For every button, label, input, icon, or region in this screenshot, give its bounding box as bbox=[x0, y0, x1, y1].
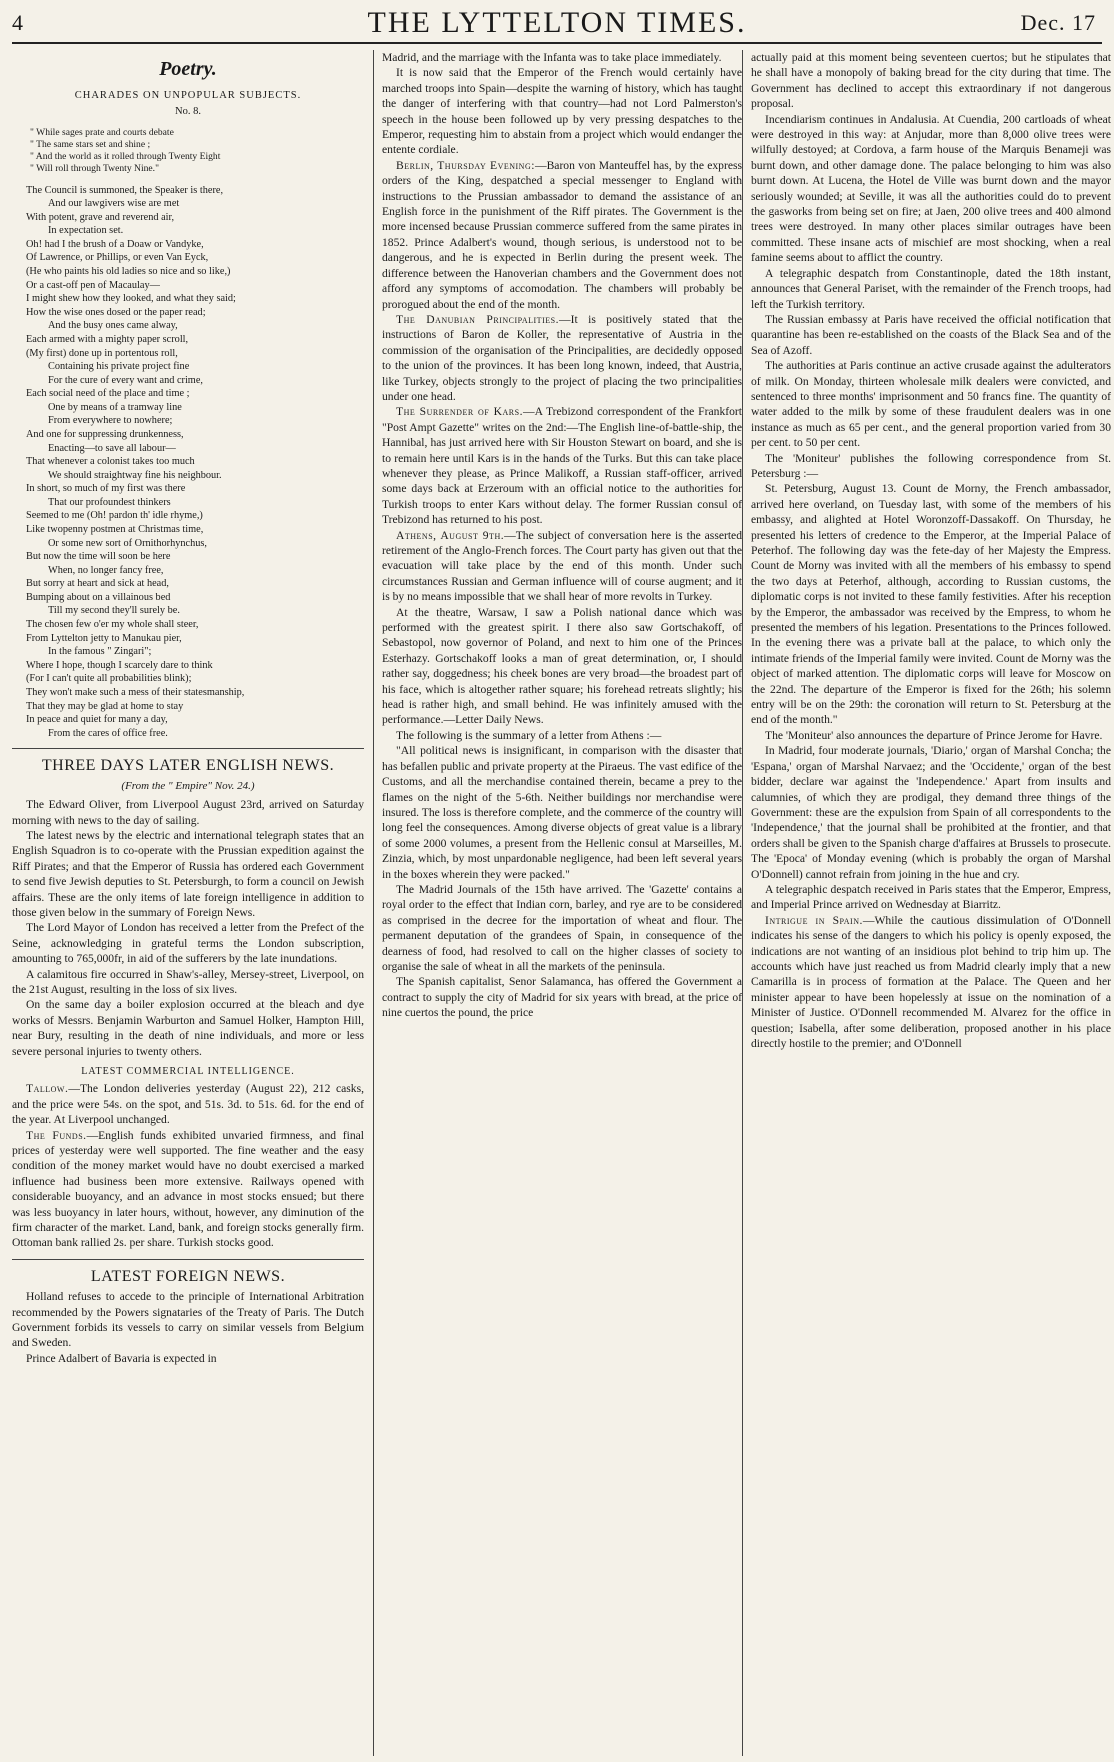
article-paragraph: Prince Adalbert of Bavaria is expected in bbox=[26, 1351, 217, 1365]
epigraph-line: " While sages prate and courts debate bbox=[30, 126, 174, 138]
verse-line: That whenever a colonist takes too much bbox=[26, 456, 195, 468]
tallow-paragraph bbox=[12, 1081, 364, 1127]
article-paragraph: At the theatre, Warsaw, I saw a Polish national dance which was performed with the greatest spirit. I there also saw Gortschakoff, of Sebastopol, now governor of Poland, and next to him one of the Princes Esterhazy. Gortschakoff looks a man of great determination, or, I should rather say, doggedness; his cheek bones are very broad—the broadest part of his face, which is altogether rather square; his forehead retreats slightly; his head is rather high, and small behind. He was infinitely amused with the performance.—Letter Daily News. bbox=[382, 605, 742, 727]
verse-line: That they may be glad at home to stay bbox=[26, 700, 184, 712]
poem-title: CHARADES ON UNPOPULAR SUBJECTS. bbox=[74, 89, 302, 101]
verse-line: (He who paints his old ladies so nice and so like,) bbox=[26, 266, 231, 278]
masthead bbox=[12, 6, 1102, 44]
three-days-source: (From the " Empire" Nov. 24.) bbox=[121, 779, 255, 792]
verse-line: Or a cast-off pen of Macaulay— bbox=[26, 279, 160, 291]
article-paragraph: A telegraphic despatch from Constantinople, dated the 18th instant, announces that General Pariset, with the remainder of the French troops, had left the Turkish territory. bbox=[751, 266, 1111, 311]
divider bbox=[12, 748, 364, 749]
article-paragraph: A calamitous fire occurred in Shaw's-alley, Mersey-street, Liverpool, on the 21st August, resulting in the loss of six lives. bbox=[12, 967, 364, 997]
verse-line: From the cares of office free. bbox=[48, 727, 168, 739]
verse-line: For the cure of every want and crime, bbox=[48, 374, 203, 386]
verse-line: Seemed to me (Oh! pardon th' idle rhyme,) bbox=[26, 510, 203, 522]
newspaper-title: THE LYTTELTON TIMES. bbox=[367, 6, 747, 39]
verse-line: In peace and quiet for many a day, bbox=[26, 714, 168, 726]
article-paragraph: The following is the summary of a letter from Athens :— bbox=[396, 728, 662, 742]
athens-paragraph bbox=[382, 528, 742, 605]
funds-paragraph bbox=[12, 1128, 364, 1251]
intrigue-text: —While the cautious dissimulation of O'Donnell indicates his sense of the dangers to which his policy is openly exposed, the indications are not wanting of an insidious plot behind to trip him up. The accounts which have just reached us from Madrid clearly imply that a new Camarilla is in process of formation at the Palace. The Queen and her minister appear to have been hopelessly at issue on the nomination of a Minister of Justice. O'Donnell recommended M. Alvarez for the office in question; Isabella, after some deliberation, proposed another in his place directly hostile to the premier; and O'Donnell bbox=[751, 913, 1111, 1050]
article-paragraph: The latest news by the electric and international telegraph states that an English Squadron is to co-operate with the Prussian expedition against the Riff Pirates; and that the Emperor of Russia has ordered each Government to send five Jewish deputies to St. Petersburgh, to form a council on Jewish affairs. These are the only items of late foreign intelligence in addition to those given below in the summary of Foreign News. bbox=[12, 828, 364, 919]
poem-epigraph bbox=[12, 127, 364, 176]
verse-line: (My first) done up in portentous roll, bbox=[26, 347, 178, 359]
article-paragraph: The Madrid Journals of the 15th have arrived. The 'Gazette' contains a royal order to the effect that Indian corn, barley, and rye are to be considered as comprised in the decree for the importation of wheat and flour. The permanent deputation of the grandees of Spain, in consequence of the dearness of food, had resolved to call on the higher classes of society to organise the sale of wheat in all the markets of the peninsula. bbox=[382, 882, 742, 973]
danubian-text: —It is positively stated that the instructions of Baron de Koller, the representative of Austria in the commission of the organisation of the Principalities, are decidedly opposed to the union of the provinces. It has been long known, indeed, that Austria, like Turkey, objects strongly to the project of placing the two principalities under one head. bbox=[382, 312, 742, 403]
commercial-heading: LATEST COMMERCIAL INTELLIGENCE. bbox=[81, 1066, 295, 1078]
danubian-paragraph bbox=[382, 312, 742, 404]
verse-line: From everywhere to nowhere; bbox=[48, 415, 173, 427]
epigraph-line: " And the world as it rolled through Twenty Eight bbox=[30, 151, 221, 163]
article-paragraph: In Madrid, four moderate journals, 'Diario,' organ of Marshal Concha; the 'Espana,' organ of Marshal Narvaez; and the 'Occidente,' organ of the best bidder, declare war against the 'Independence.' Apart from insults and calumnies, of which they are prodigal, they demand three things of the Government: these are the expulsion from Spain of all correspondents to the 'Independence,' that the journal shall be prohibited at the frontier, and that orders shall be given to the Spanish charge d'affaires at Brussels to prosecute. The 'Epoca' of Monday evening (which is probably the organ of Marshal O'Donnell) cannot refrain from joining in the hue and cry. bbox=[751, 744, 1111, 881]
epigraph-line: " Will roll through Twenty Nine." bbox=[30, 163, 159, 175]
verse-line: They won't make such a mess of their statesmanship, bbox=[26, 686, 245, 698]
article-paragraph: The Russian embassy at Paris have received the official notification that quarantine has been re-established on the coasts of the Black Sea and of the Sea of Azoff. bbox=[751, 312, 1111, 357]
page-number: 4 bbox=[12, 10, 23, 35]
funds-label: The Funds. bbox=[26, 1128, 87, 1142]
article-paragraph: On the same day a boiler explosion occurred at the bleach and dye works of Messrs. Benjamin Warburton and Samuel Holker, Hampton Hill, near Bury, resulting in the death of nine individuals, and more or less severe personal injuries to twenty others. bbox=[12, 998, 364, 1058]
verse-line: That our profoundest thinkers bbox=[48, 496, 171, 508]
article-paragraph: "All political news is insignificant, in comparison with the disaster that has befallen public and private property at the Piraeus. The vast edifice of the Customs, and all the merchandise contained therein, became a prey to the flames on the night of the 5-6th. Neither buildings nor merchandise were insured. The loss is therefore complete, and the commerce of the country will long feel the consequences. Among diverse objects of great value is a library of some 2000 volumes, a present from the Hellenic consul at Marseilles, M. Zinzia, which, by most unpardonable negligence, had been left several years in the boxes wherein they were packed." bbox=[382, 744, 742, 881]
verse-line: From Lyttelton jetty to Manukau pier, bbox=[26, 632, 182, 644]
article-paragraph: The 'Moniteur' publishes the following correspondence from St. Petersburg :— bbox=[751, 451, 1111, 480]
verse-line: Of Lawrence, or Phillips, or even Van Eyck, bbox=[26, 252, 209, 264]
verse-line: Or some new sort of Ornithorhynchus, bbox=[48, 537, 208, 549]
funds-text: —English funds exhibited unvaried firmness, and final prices of yesterday were well supported. The fine weather and the easy condition of the money market would have no doubt exercised a marked influence had business been more extensive. Railways opened with considerable buoyancy, and an advance in most stocks ensued; but there was less buoyancy in later hours, without, however, any diminution of the firm character of the market. Land, bank, and foreign stocks generally firm. Ottoman bank rallied 2s. per share. Turkish stocks good. bbox=[12, 1128, 364, 1250]
article-paragraph: The Spanish capitalist, Senor Salamanca, has offered the Government a contract to supply the city of Madrid for six years with bread, at the price of nine cuertos the pound, the price bbox=[382, 975, 742, 1020]
article-paragraph: The authorities at Paris continue an active crusade against the adulterators of milk. On Monday, thirteen wholesale milk dealers were convicted, and sentenced to three months' imprisonment and 50 francs fine. The quantity of water added to the milk by some of these fraudulent dealers was in one instance as much as 65 per cent., and the general proportion varied from 30 per cent. to 50 per cent. bbox=[751, 359, 1111, 450]
article-paragraph: actually paid at this moment being seventeen cuertos; but he stipulates that he shall have a monopoly of baking bread for the city during that time. The Government has declined to accept this extraordinary if not dangerous proposal. bbox=[751, 51, 1111, 111]
verse-line: And one for suppressing drunkenness, bbox=[26, 428, 184, 440]
article-paragraph: Holland refuses to accede to the principle of International Arbitration recommended by the Powers signataries of the Treaty of Paris. The Dutch Government forbids its vessels to carry on similar vessels from Belgium and Sweden. bbox=[12, 1290, 364, 1350]
column-1 bbox=[12, 50, 364, 1756]
verse-line: We should straightway fine his neighbour. bbox=[48, 469, 222, 481]
poetry-heading: Poetry. bbox=[159, 58, 217, 80]
tallow-text: —The London deliveries yesterday (August 22), 212 casks, and the price were 54s. on the spot, and 51s. 3d. to 51s. 6d. for the end of the year. At Liverpool unchanged. bbox=[12, 1082, 364, 1127]
tallow-label: Tallow. bbox=[26, 1082, 69, 1096]
verse-line: Enacting—to save all labour— bbox=[48, 442, 176, 454]
verse-line: One by means of a tramway line bbox=[48, 401, 182, 413]
verse-line: Where I hope, though I scarcely dare to think bbox=[26, 659, 213, 671]
verse-line: Like twopenny postmen at Christmas time, bbox=[26, 524, 204, 536]
verse-line: (For I can't quite all probabilities blink); bbox=[26, 673, 192, 685]
verse-line: The chosen few o'er my whole shall steer, bbox=[26, 619, 199, 631]
article-paragraph: The Edward Oliver, from Liverpool August 23rd, arrived on Saturday morning with news to the day of sailing. bbox=[12, 798, 364, 827]
verse-line: And the busy ones came alway, bbox=[48, 320, 178, 332]
athens-label: Athens, August 9th. bbox=[396, 528, 505, 542]
verse-line: Till my second they'll surely be. bbox=[48, 605, 180, 617]
berlin-text: —Baron von Manteuffel has, by the express orders of the King, despatched a special messenger to England with instructions to the Prussian ambassador to demand the assistance of an English force in the punishment of the Riff pirates. The Government is the more incensed because Prussian commerce suffered from the same pirates in 1852. Prince Adalbert's wound, though serious, is understood not to be dangerous, and he is expected in Berlin during the present week. The difference between the Hanoverian chambers and the Government does not afford any symptoms of accomodation. The chambers will probably be prorogued about the end of the month. bbox=[382, 158, 742, 311]
article-paragraph: St. Petersburg, August 13. Count de Morny, the French ambassador, arrived here overland, on Tuesday last, with some of the members of his embassy, and alighted at Hotel Woronzoff-Dassakoff. On Thursday, he presented his letters of credence to the Emperor, at the Imperial Palace of Peterhof. The following day was the fete-day of her Majesty the Empress. Count de Morny was invited with all the members of his embassy to spend the two days at Peterhof, although, according to Russian customs, the diplomatic corps is not invited to these family festivities. After his reception by the Emperor, the ambassador was received by the Empress, to whom he presented the members of his legation. Presentations to the Princes followed. In the evening there was a private ball at the palace, to which only the intimate friends of the Imperial family were invited. Count de Morny was the object of marked attention. The diplomatic corps will leave for Moscow on the 22nd. The departure of the Emperor is fixed for the 26th; his solemn entry will be on the 29th: the coronation will return to St. Petersburg at the end of the month." bbox=[751, 482, 1111, 727]
three-days-heading: THREE DAYS LATER ENGLISH NEWS. bbox=[41, 757, 335, 775]
poem-verse bbox=[12, 184, 364, 741]
article-paragraph: It is now said that the Emperor of the French would certainly have marched troops into Spain—despite the warning of history, which has taught the danger of interfering with that country—had not Lord Palmerston's speech in the house been followed up by very pressing despatches to the Emperor, requesting him to abstain from a project which would endanger the entente cordiale. bbox=[382, 66, 742, 157]
poem-number: No. 8. bbox=[175, 105, 201, 117]
verse-line: In short, so much of my first was there bbox=[26, 483, 186, 495]
article-paragraph: The 'Moniteur' also announces the departure of Prince Jerome for Havre. bbox=[765, 728, 1103, 742]
verse-line: When, no longer fancy free, bbox=[48, 564, 164, 576]
verse-line: But now the time will soon be here bbox=[26, 551, 171, 563]
column-3 bbox=[742, 50, 1111, 1756]
article-paragraph: Madrid, and the marriage with the Infanta was to take place immediately. bbox=[382, 51, 722, 64]
verse-line: In the famous " Zingari"; bbox=[48, 646, 152, 658]
epigraph-line: " The same stars set and shine ; bbox=[30, 138, 151, 150]
verse-line: Oh! had I the brush of a Doaw or Vandyke, bbox=[26, 238, 204, 250]
verse-line: Bumping about on a villainous bed bbox=[26, 591, 171, 603]
issue-date: Dec. 17 bbox=[1020, 10, 1096, 35]
berlin-label: Berlin, Thursday Evening: bbox=[396, 158, 535, 172]
article-paragraph: Incendiarism continues in Andalusia. At Cuendia, 200 cartloads of wheat were destroyed in this way: at Anjudar, more than 8,000 olive trees were wilfully destoyed; at Cordova, a farm house of the Marquis Benameji was burnt down, and other damage done. The palace belonging to him was also burnt down. At Lucena, the Hotel de Ville was burnt down and the mayor seriously wounded; at Seville, it was all the authorities could do to prevent the gasworks from being set on fire; at Jaen, 200 olive trees and 400 almond trees were destroyed. In many other places similar outrages have been committed. These insane acts of mischief are most shocking, when a real famine seems about to afflict the country. bbox=[751, 112, 1111, 265]
danubian-label: The Danubian Principalities. bbox=[396, 312, 559, 326]
intrigue-paragraph bbox=[751, 913, 1111, 1052]
divider bbox=[12, 1259, 364, 1260]
verse-line: With potent, grave and reverend air, bbox=[26, 211, 175, 223]
verse-line: The Council is summoned, the Speaker is there, bbox=[26, 184, 224, 196]
verse-line: But sorry at heart and sick at head, bbox=[26, 578, 169, 590]
verse-line: Each social need of the place and time ; bbox=[26, 388, 190, 400]
kars-label: The Surrender of Kars. bbox=[396, 405, 523, 419]
foreign-news-heading: LATEST FOREIGN NEWS. bbox=[90, 1267, 286, 1285]
athens-text: —The subject of conversation here is the asserted retirement of the Anglo-French forces. The Court party has given out that the evacuation will take place by the end of this month. Under such circumstances Russian and German influence will of course augment; and it is by no means impossible that we shall hear of more revolts in Turkey. bbox=[382, 528, 742, 604]
kars-paragraph bbox=[382, 404, 742, 527]
verse-line: I might shew how they looked, and what they said; bbox=[26, 293, 236, 305]
article-paragraph: The Lord Mayor of London has received a letter from the Prefect of the Seine, acknowledging in grateful terms the London subscription, amounting to 765,000fr, in aid of the sufferers by the late inundations. bbox=[12, 921, 364, 966]
verse-line: Containing his private project fine bbox=[48, 361, 190, 373]
verse-line: In expectation set. bbox=[48, 225, 124, 237]
article-paragraph: A telegraphic despatch received in Paris states that the Emperor, Empress, and Imperial Prince arrived on Wednesday at Biarritz. bbox=[751, 882, 1111, 912]
column-2 bbox=[373, 50, 742, 1756]
verse-line: How the wise ones dosed or the paper read; bbox=[26, 306, 206, 318]
intrigue-label: Intrigue in Spain. bbox=[765, 913, 863, 927]
verse-line: And our lawgivers wise are met bbox=[48, 198, 180, 210]
kars-text: —A Trebizond correspondent of the Frankfort "Post Ampt Gazette" writes on the 2nd:—The English line-of-battle-ship, the Hannibal, has just arrived here with Sir Houston Stewart on board, and she is to remain here until Kars is in the hands of the Turks. But this can take place whenever they please, as Prince Malikoff, a Russian staff-officer, arrived some days back at Erzeroum with an official notice to the authorities for Turkish troops to enter Kars without delay. The former Russian consul of Trebizond has returned to his post. bbox=[382, 405, 742, 527]
verse-line: Each armed with a mighty paper scroll, bbox=[26, 333, 189, 345]
berlin-paragraph bbox=[382, 158, 742, 312]
